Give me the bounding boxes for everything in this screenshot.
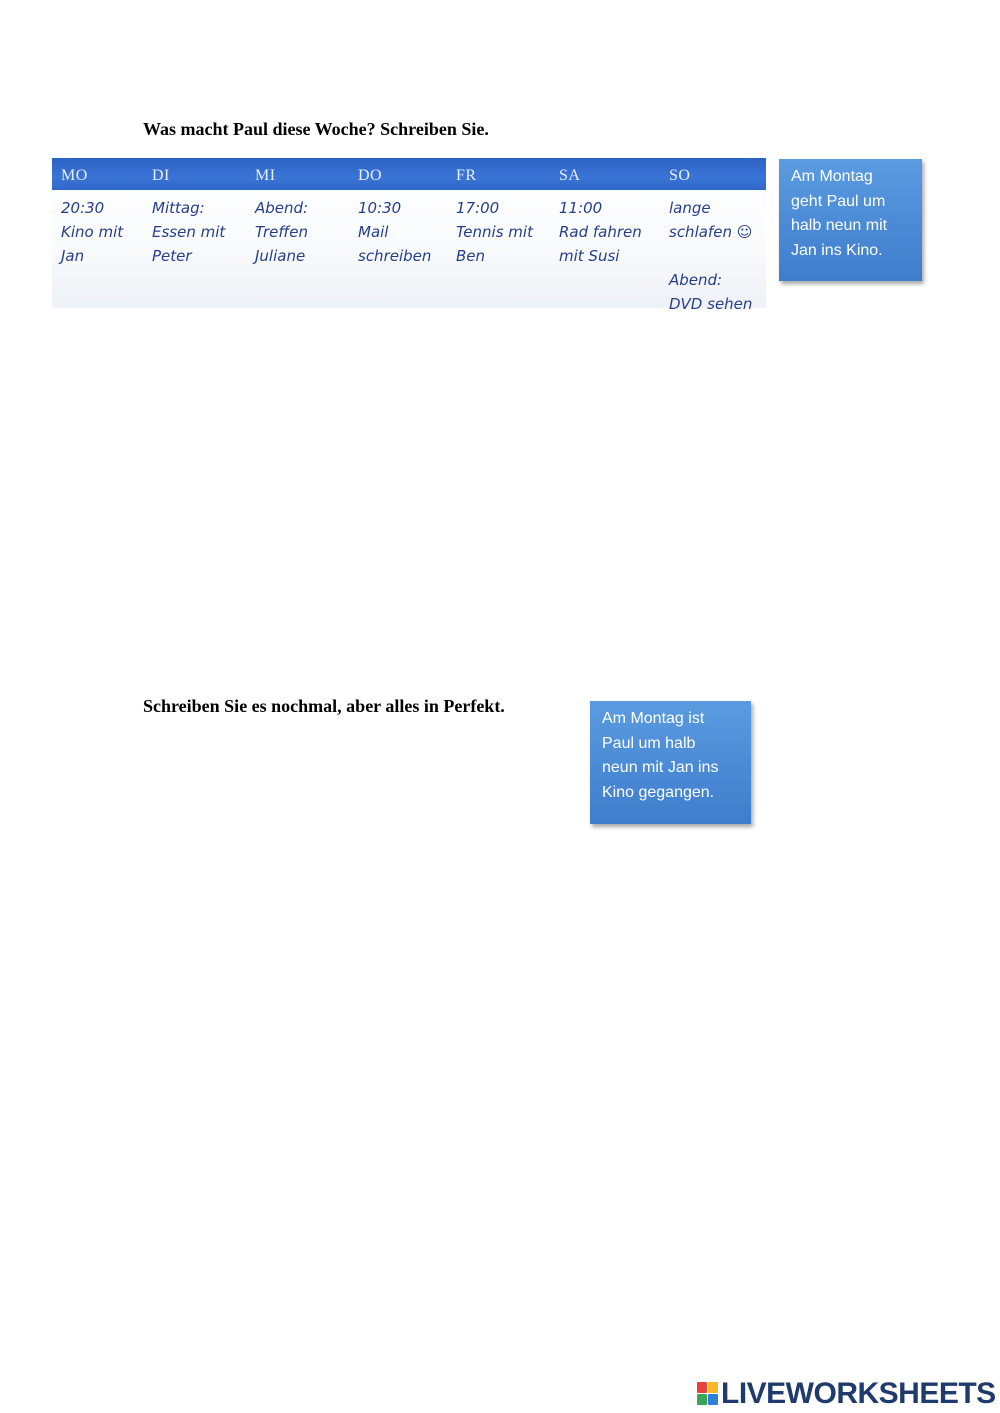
liveworksheets-wordmark: LIVEWORKSHEETS	[721, 1377, 996, 1410]
day-label: MI	[255, 167, 276, 184]
day-entry: Abend: Treffen Juliane	[255, 199, 309, 265]
day-entry: 17:00 Tennis mit Ben	[456, 199, 533, 265]
day-label: SA	[559, 167, 581, 184]
example-answer-perfect: Am Montag ist Paul um halb neun mit Jan ins Kino gegangen.	[590, 701, 751, 824]
day-label: MO	[61, 167, 88, 184]
day-entry: Mittag: Essen mit Peter	[152, 199, 226, 265]
liveworksheets-badge-icon	[697, 1382, 719, 1406]
day-entry: 11:00 Rad fahren mit Susi	[559, 199, 642, 265]
day-entry: 20:30 Kino mit Jan	[61, 199, 124, 265]
day-entry: lange schlafen ☺ Abend: DVD sehen	[669, 199, 753, 313]
example-answer-present: Am Montag geht Paul um halb neun mit Jan ins Kino.	[779, 159, 922, 281]
task-heading-1: Was macht Paul diese Woche? Schreiben Sie.	[143, 119, 489, 139]
day-label: FR	[456, 167, 477, 184]
badge-square	[697, 1382, 707, 1393]
weekly-schedule	[52, 158, 766, 313]
day-label: DO	[358, 167, 383, 184]
day-entry: 10:30 Mail schreiben	[358, 199, 432, 265]
badge-square	[708, 1382, 718, 1393]
task-heading-2: Schreiben Sie es nochmal, aber alles in Perfekt.	[143, 696, 505, 716]
badge-square	[708, 1394, 718, 1405]
badge-square	[697, 1394, 707, 1405]
day-label: DI	[152, 167, 170, 184]
day-label: SO	[669, 167, 691, 184]
